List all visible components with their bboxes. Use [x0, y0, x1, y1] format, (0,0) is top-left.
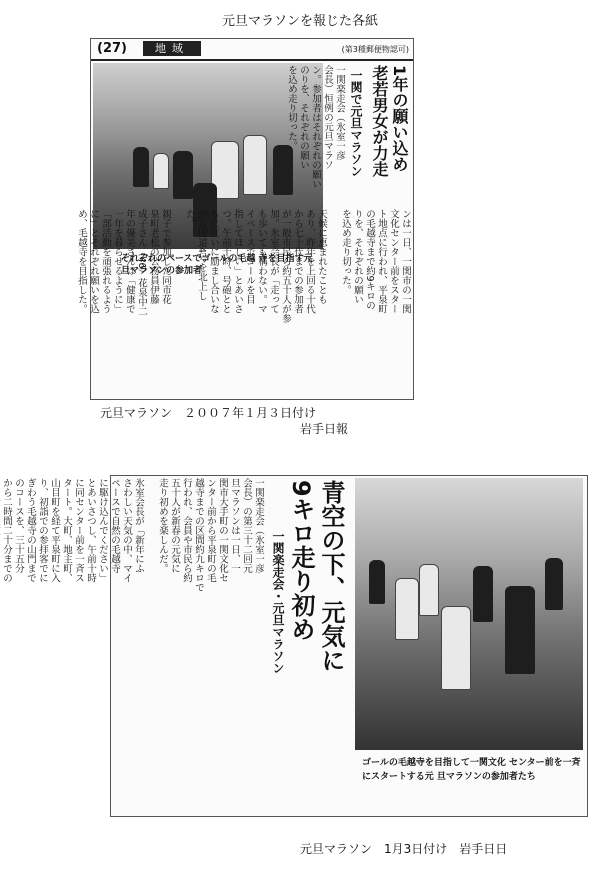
runner-figure: [173, 151, 193, 199]
page-number: (27): [97, 41, 127, 56]
source-date-1: 元旦マラソン ２００７年１月３日付け: [100, 406, 317, 420]
runner-figure: [273, 145, 293, 195]
subheadline: 一関で元旦マラソン: [349, 69, 363, 177]
runner-figure: [419, 564, 439, 616]
source-2: 元旦マラソン 1月3日付け 岩手日日: [300, 842, 508, 856]
source-paper-1: 岩手日報: [300, 422, 349, 436]
lead-paragraph: 一関楽走会（氷室一彦 会長）恒例の元旦マラソ ン。参加者はそれぞれの願い のりを、それぞれの願い を込め走り切った。: [286, 65, 345, 189]
newspaper-clipping-iwate-nippo: [76, 38, 414, 400]
article-body-2: 一関楽走会（氷室一彦 会長）の第三十二回元 旦マラソンは一日、一 関市大手町の一関文化セ ンター前から平泉町の毛 越寺までの区間約九キロで 行われ、会員や市民ら約 五十人が新春の元気に 走り初めを楽しんだ。 氷室会長が「新年にふ さわしい天気の中、マイ ペースで自然の毛越寺 に駆け込んでください」 とあいさつし、午前十時 に同センター前を一斉ス タート。大町、地主町、 山目町を経て平泉町に入 り、初詣での参拝客でに ぎわう毛越寺の山門まで のコースを、三十五分 から二時間二十分までの: [1, 478, 264, 592]
postal-permit: (第3種郵便物認可): [341, 45, 409, 54]
headline-2: 青空の下、元気に 9キロ走り初め: [287, 480, 345, 672]
runner-figure: [153, 153, 169, 189]
page-title: 元旦マラソンを報じた各紙: [221, 14, 378, 29]
runner-figure: [473, 566, 493, 622]
subheadline-2: 一関楽走会・元旦マラソン: [271, 530, 285, 674]
runner-figure: [133, 147, 149, 187]
runner-figure: [545, 558, 563, 610]
runner-figure: [441, 606, 471, 690]
page-header: [91, 39, 413, 61]
article-body: ンは一日、一関市の一関 文化センター前をスター ト地点に行われ、平泉町 の毛越寺まで約9キロの りを、それぞれの願い を込め走り切った。 天候に恵まれたことも あり、昨年を上回る十代 から七十代までの参加者 が一般市民ら約五十人が参 加。氷室会長が「走って も歩いても構わない。マ イペースでゴールを目 指してほしい」とあいさ つ。午前十時、号砲とと もに互いに励まし合いな がら国道4号を北上し た。 親子で参加した同市花 泉町老松の公務員伊藤 成子さん（46）花泉中二 年の優美さんは「健康で 一年を暮らせるように」 「部活動を頑張れるよう に」とそれぞれ願いを込 め、毛越寺を目指した。: [76, 209, 411, 323]
runner-figure: [395, 578, 419, 640]
marathon-start-photo: [355, 478, 583, 750]
photo-caption-2: ゴールの毛越寺を目指して一関文化 センター前を一斉にスタートする元 旦マラソンの参加者たち: [362, 758, 581, 782]
section-label: 地域: [143, 41, 201, 56]
headline: 1年の願い込め 老若男女が力走: [370, 65, 409, 177]
runner-figure: [505, 586, 535, 674]
runner-figure: [243, 135, 267, 195]
runner-figure: [369, 560, 385, 604]
photo-caption: それぞれのペースでゴールの毛越 寺を目指す元旦マラソンの参加者: [121, 254, 313, 276]
